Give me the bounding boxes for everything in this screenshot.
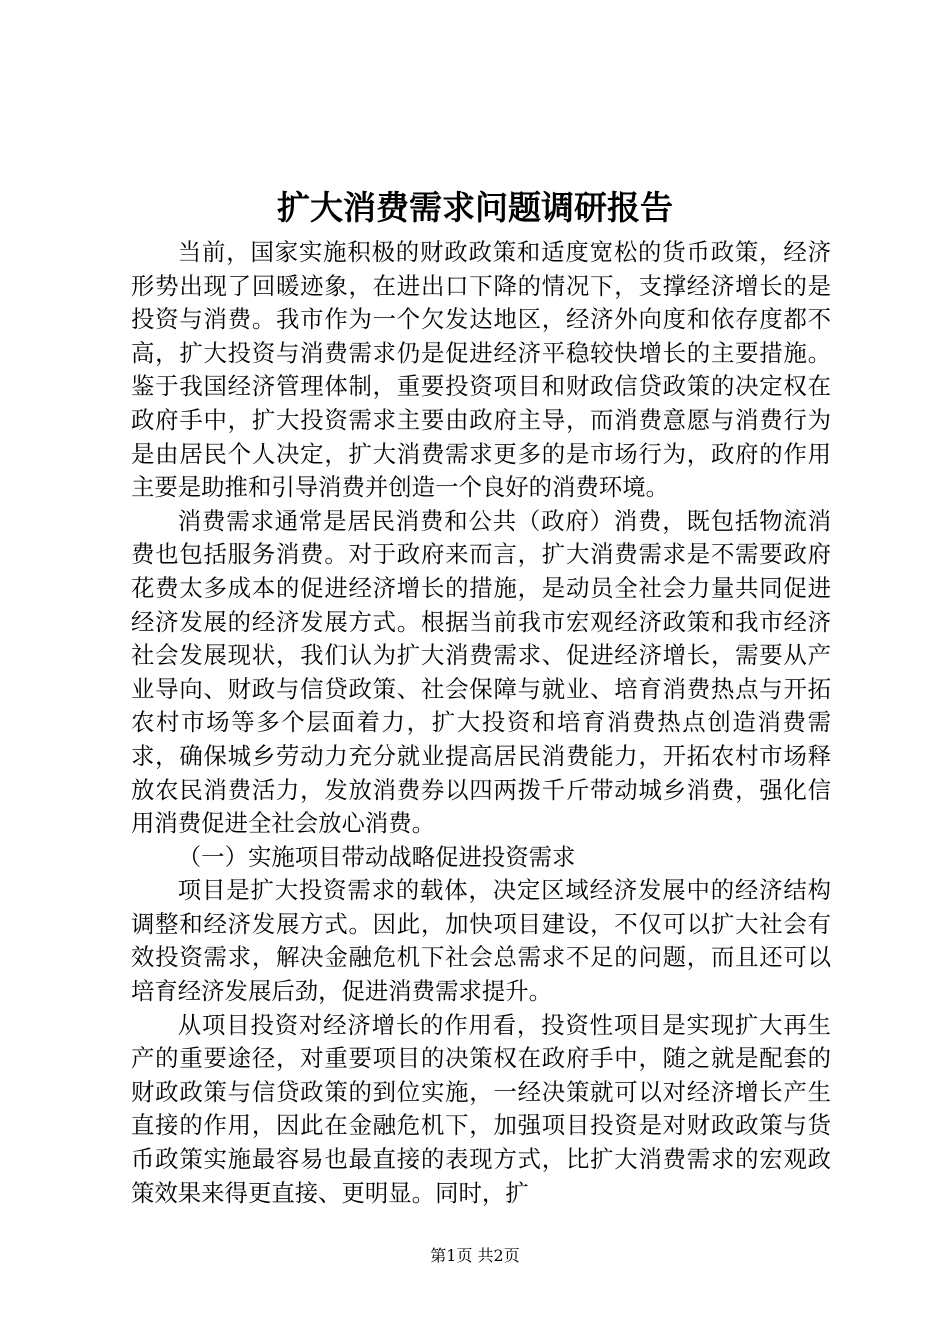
section-heading-1: （一）实施项目带动战略促进投资需求 [177,842,576,871]
paragraph-intro: 当前，国家实施积极的财政政策和适度宽松的货币政策，经济形势出现了回暖迹象，在进出口下降的情况下，支撑经济增长的是投资与消费。我市作为一个欠发达地区，经济外向度和依存度都不高，扩大投资与消费需求仍是促进经济平稳较快增长的主要措施。鉴于我国经济管理体制，重要投资项目和财政信贷政策的决定权在政府手中，扩大投资需求主要由政府主导，而消费意愿与消费行为是由居民个人决定，扩大消费需求更多的是市场行为，政府的作用主要是助推和引导消费并创造一个良好的消费环境。 [131,238,831,502]
paragraph-consumption-demand: 消费需求通常是居民消费和公共（政府）消费，既包括物流消费也包括服务消费。对于政府来而言，扩大消费需求是不需要政府花费太多成本的促进经济增长的措施，是动员全社会力量共同促进经济发展的经济发展方式。根据当前我市宏观经济政策和我市经济社会发展现状，我们认为扩大消费需求、促进经济增长，需要从产业导向、财政与信贷政策、社会保障与就业、培育消费热点与开拓农村市场等多个层面着力，扩大投资和培育消费热点创造消费需求，确保城乡劳动力充分就业提高居民消费能力，开拓农村市场释放农民消费活力，发放消费券以四两拨千斤带动城乡消费，强化信用消费促进全社会放心消费。 [131,506,831,838]
paragraph-project-carrier: 项目是扩大投资需求的载体，决定区域经济发展中的经济结构调整和经济发展方式。因此，加快项目建设，不仅可以扩大社会有效投资需求，解决金融危机下社会总需求不足的问题，而且还可以培育经济发展后劲，促进消费需求提升。 [131,876,831,1006]
page-footer: 第1页 共2页 [430,1246,520,1265]
paragraph-project-investment: 从项目投资对经济增长的作用看，投资性项目是实现扩大再生产的重要途径，对重要项目的决策权在政府手中，随之就是配套的财政政策与信贷政策的到位实施，一经决策就可以对经济增长产生直接的作用，因此在金融危机下，加强项目投资是对财政政策与货币政策实施最容易也最直接的表现方式，比扩大消费需求的宏观政策效果来得更直接、更明显。同时，扩 [131,1010,831,1207]
document-body [131,236,831,1210]
document-title: 扩大消费需求问题调研报告 [277,188,673,227]
